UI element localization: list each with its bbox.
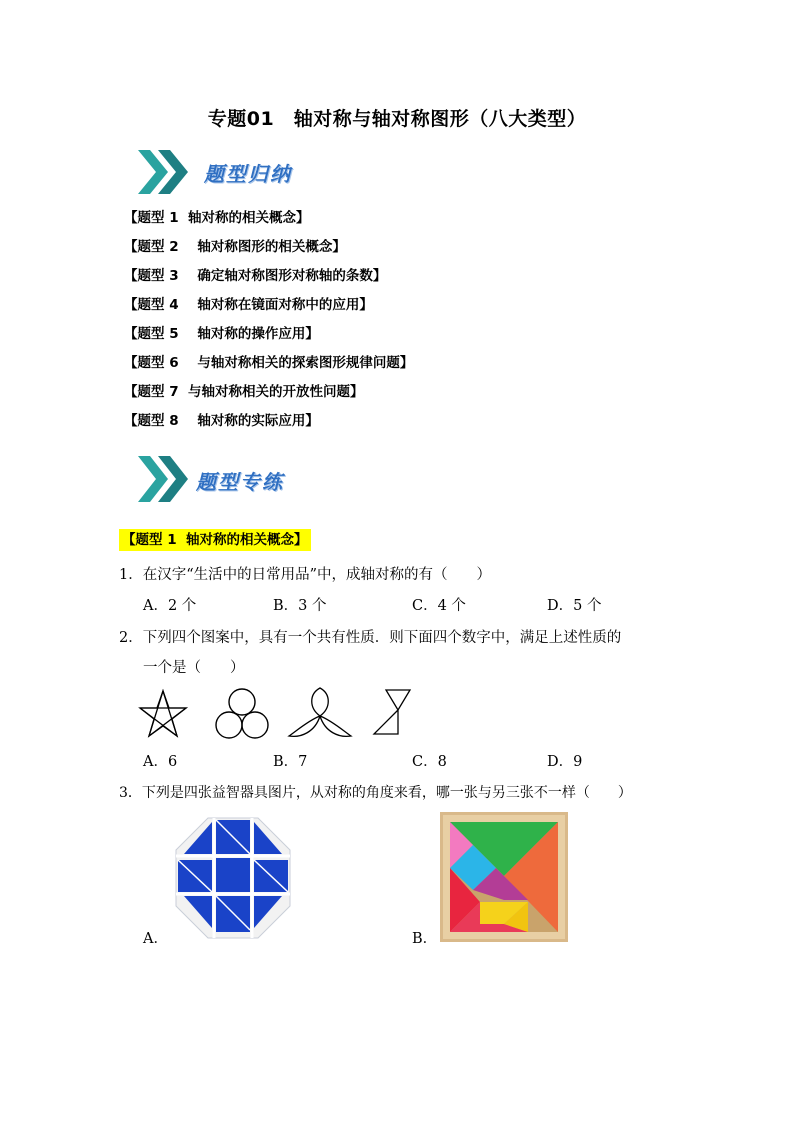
three-triangles-icon	[370, 688, 426, 738]
q3-option-b: B．	[412, 931, 438, 947]
question-3-text: 3．下列是四张益智器具图片，从对称的角度来看，哪一张与另三张不一样（ ）	[119, 785, 632, 801]
toc-item-7: 【题型 7 与轴对称相关的开放性问题】	[124, 384, 364, 400]
q1-option-c: C．4 个	[412, 598, 466, 614]
double-chevron-icon	[136, 146, 196, 198]
toc-item-8: 【题型 8 轴对称的实际应用】	[124, 413, 319, 429]
section-label: 【题型 1 轴对称的相关概念】	[119, 529, 311, 551]
practice-banner-text: 题型专练	[196, 470, 284, 494]
question-2-line1: 2．下列四个图案中，具有一个共有性质．则下面四个数字中，满足上述性质的	[119, 630, 622, 646]
q3-option-a: A．	[143, 931, 168, 947]
three-petals-icon	[287, 686, 353, 740]
snake-cube-puzzle-image	[170, 814, 296, 942]
toc-item-3: 【题型 3 确定轴对称图形对称轴的条数】	[124, 268, 387, 284]
q1-option-d: D．5 个	[547, 598, 602, 614]
practice-banner	[136, 452, 336, 506]
star-icon	[138, 688, 188, 740]
summary-banner	[136, 146, 336, 200]
q2-option-a: A．6	[143, 754, 178, 770]
double-chevron-icon	[136, 452, 196, 506]
toc-item-2: 【题型 2 轴对称图形的相关概念】	[124, 239, 346, 255]
summary-banner-text: 题型归纳	[204, 162, 292, 186]
q2-option-b: B．7	[273, 754, 308, 770]
toc-item-6: 【题型 6 与轴对称相关的探索图形规律问题】	[124, 355, 414, 371]
q1-option-b: B．3 个	[273, 598, 327, 614]
page-title: 专题01 轴对称与轴对称图形（八大类型）	[207, 108, 587, 130]
toc-item-4: 【题型 4 轴对称在镜面对称中的应用】	[124, 297, 373, 313]
question-2-line2: 一个是（ ）	[143, 660, 245, 676]
three-circles-icon	[213, 686, 271, 742]
q2-option-c: C．8	[412, 754, 447, 770]
toc-item-1: 【题型 1 轴对称的相关概念】	[124, 210, 310, 226]
q2-option-d: D．9	[547, 754, 583, 770]
q1-option-a: A．2 个	[143, 598, 197, 614]
tangram-puzzle-image	[440, 812, 568, 942]
toc-item-5: 【题型 5 轴对称的操作应用】	[124, 326, 319, 342]
question-1-text: 1．在汉字“生活中的日常用品”中，成轴对称的有（ ）	[119, 567, 492, 583]
